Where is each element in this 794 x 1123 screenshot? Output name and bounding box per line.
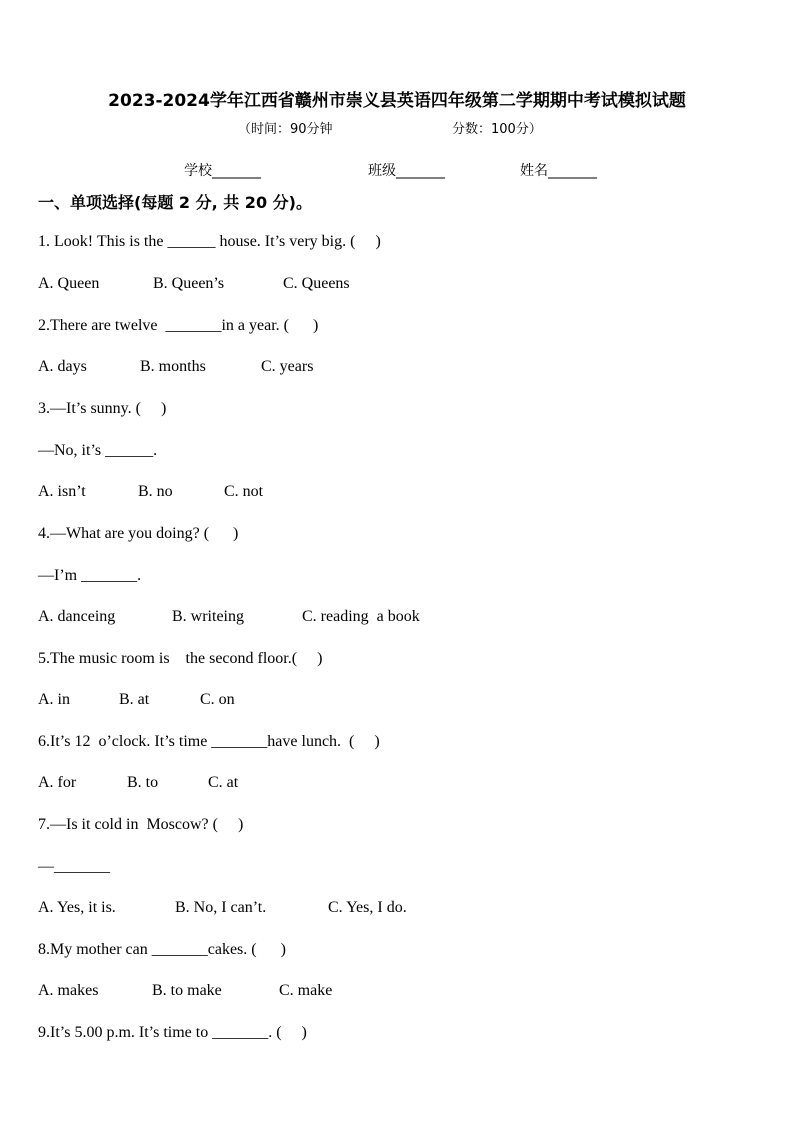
exam-time: （时间：90分钟 [238,122,333,137]
q6-option-c: C. at [208,774,239,791]
question-6: 6.It’s 12 o’clock. It’s time _______have lunch. ( ) [38,733,380,750]
exam-title: 2023-2024学年江西省赣州市崇义县英语四年级第二学期期中考试模拟试题 [108,91,686,111]
q7-option-b: B. No, I can’t. [175,899,267,916]
q1-option-a: A. Queen [38,275,100,292]
school-field: 学校_______ [184,163,261,179]
q2-option-b: B. months [140,358,206,375]
q3-option-a: A. isn’t [38,483,86,500]
q7-option-c: C. Yes, I do. [328,899,407,916]
q2-option-a: A. days [38,358,87,375]
q5-option-c: C. on [200,691,235,708]
q7-option-a: A. Yes, it is. [38,899,116,916]
q8-option-a: A. makes [38,982,99,999]
name-field: 姓名_______ [520,163,597,179]
q4-option-c: C. reading a book [302,608,420,625]
question-9: 9.It’s 5.00 p.m. It’s time to _______. ( ) [38,1024,307,1041]
q1-option-c: C. Queens [283,275,350,292]
q6-option-a: A. for [38,774,77,791]
section-heading: 一、单项选择(每题 2 分, 共 20 分)。 [38,193,312,212]
q6-option-b: B. to [127,774,159,791]
q3-option-b: B. no [138,483,173,500]
q4-option-a: A. danceing [38,608,116,625]
q1-option-b: B. Queen’s [153,275,225,292]
q8-option-c: C. make [279,982,333,999]
question-8: 8.My mother can _______cakes. ( ) [38,941,286,958]
q5-option-b: B. at [119,691,150,708]
class-field: 班级_______ [368,163,445,179]
q3-option-c: C. not [224,483,264,500]
question-5: 5.The music room is the second floor.( ) [38,650,323,667]
question-7-reply: —_______ [38,858,110,875]
question-4-reply: —I’m _______. [38,567,142,584]
q4-option-b: B. writeing [172,608,244,625]
question-7: 7.—Is it cold in Moscow? ( ) [38,816,244,833]
question-4: 4.—What are you doing? ( ) [38,525,239,542]
question-3-reply: —No, it’s ______. [38,442,158,459]
question-2: 2.There are twelve _______in a year. ( ) [38,317,319,334]
exam-score: 分数：100分） [452,122,542,137]
question-1: 1. Look! This is the ______ house. It’s very big. ( ) [38,233,381,250]
q2-option-c: C. years [261,358,314,375]
q5-option-a: A. in [38,691,70,708]
q8-option-b: B. to make [152,982,222,999]
question-3: 3.—It’s sunny. ( ) [38,400,167,417]
